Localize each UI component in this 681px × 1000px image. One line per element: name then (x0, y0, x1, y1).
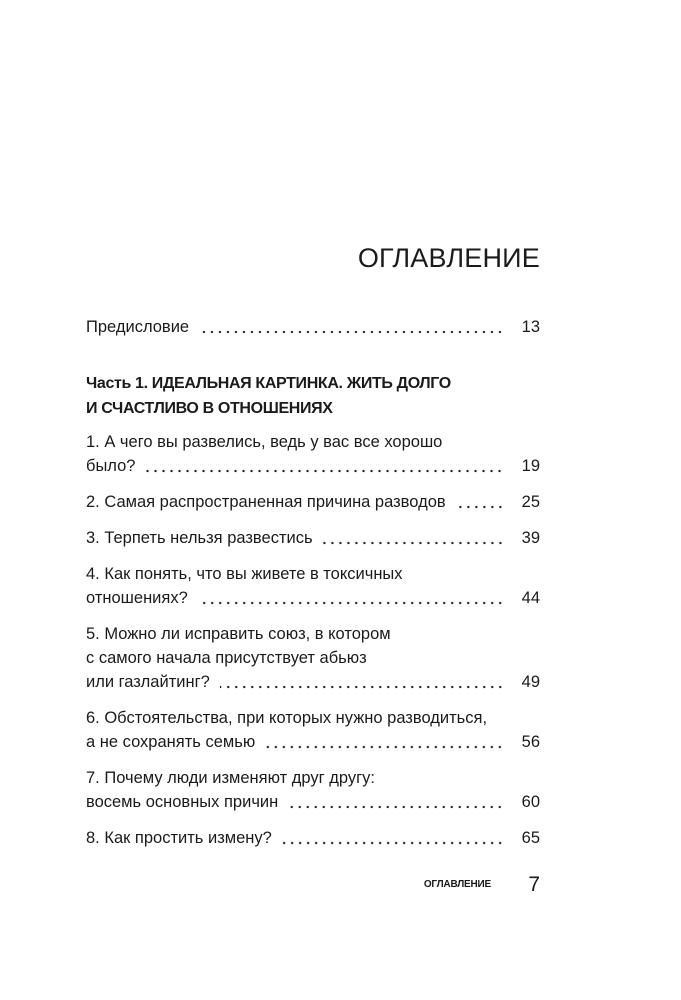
toc-entry-title-line: 8. Как простить измену? (86, 829, 272, 847)
toc-entry[interactable] (86, 490, 540, 514)
toc-entry[interactable] (86, 826, 540, 850)
toc-page-number: 25 (521, 493, 540, 511)
toc-entry-title-line: 7. Почему люди изменяют друг другу: (86, 769, 375, 787)
dot-leader (456, 490, 504, 514)
running-footer-title: ОГЛАВЛЕНИЕ (423, 879, 491, 890)
toc-entry-title-line: отношениях? (86, 589, 188, 607)
table-of-contents (86, 315, 540, 850)
part-heading-line: Часть 1. ИДЕАЛЬНАЯ КАРТИНКА. ЖИТЬ ДОЛГО (86, 375, 451, 392)
toc-entry-title: Предисловие (86, 318, 190, 336)
part-heading-line: И СЧАСТЛИВО В ОТНОШЕНИЯХ (86, 400, 333, 417)
toc-entry[interactable] (86, 526, 540, 550)
toc-entry[interactable] (86, 706, 540, 754)
toc-entry-title-line: 4. Как понять, что вы живете в токсичных (86, 565, 403, 583)
toc-page-number: 56 (521, 733, 540, 751)
part-heading (86, 371, 540, 421)
dot-leader (323, 526, 504, 550)
toc-page-number: 60 (521, 793, 540, 811)
dot-leader (265, 730, 504, 754)
dot-leader (220, 670, 504, 694)
toc-entry-title-line: а не сохранять семью (86, 733, 256, 751)
toc-page-number: 49 (521, 673, 540, 691)
toc-entry-title-line: 1. А чего вы развелись, ведь у вас все хорошо (86, 433, 443, 451)
toc-entry-title-line: с самого начала присутствует абьюз (86, 649, 367, 667)
toc-page-number: 13 (521, 318, 540, 336)
toc-entry-title-line: 6. Обстоятельства, при которых нужно разводиться, (86, 709, 488, 727)
toc-page-number: 39 (521, 529, 540, 547)
toc-page-number: 44 (521, 589, 540, 607)
toc-entry-title-line: 2. Самая распространенная причина разводов (86, 493, 446, 511)
dot-leader (145, 454, 504, 478)
dot-leader (282, 826, 504, 850)
dot-leader (288, 790, 504, 814)
dot-leader (199, 315, 504, 339)
toc-entry[interactable] (86, 766, 540, 814)
toc-entry[interactable] (86, 562, 540, 610)
toc-entry-title-line: 5. Можно ли исправить союз, в котором (86, 625, 391, 643)
toc-entry-preface[interactable] (86, 315, 540, 339)
toc-page-number: 65 (521, 829, 540, 847)
toc-page-number: 19 (521, 457, 540, 475)
toc-entry-title-line: восемь основных причин (86, 793, 279, 811)
dot-leader (198, 586, 504, 610)
toc-entry-title-line: 3. Терпеть нельзя развестись (86, 529, 313, 547)
toc-entry[interactable] (86, 622, 540, 694)
page-title: ОГЛАВЛЕНИЕ (357, 243, 540, 274)
toc-entry-title-line: или газлайтинг? (86, 673, 210, 691)
page-number: 7 (528, 873, 540, 896)
toc-entry[interactable] (86, 430, 540, 478)
toc-entry-title-line: было? (86, 457, 136, 475)
